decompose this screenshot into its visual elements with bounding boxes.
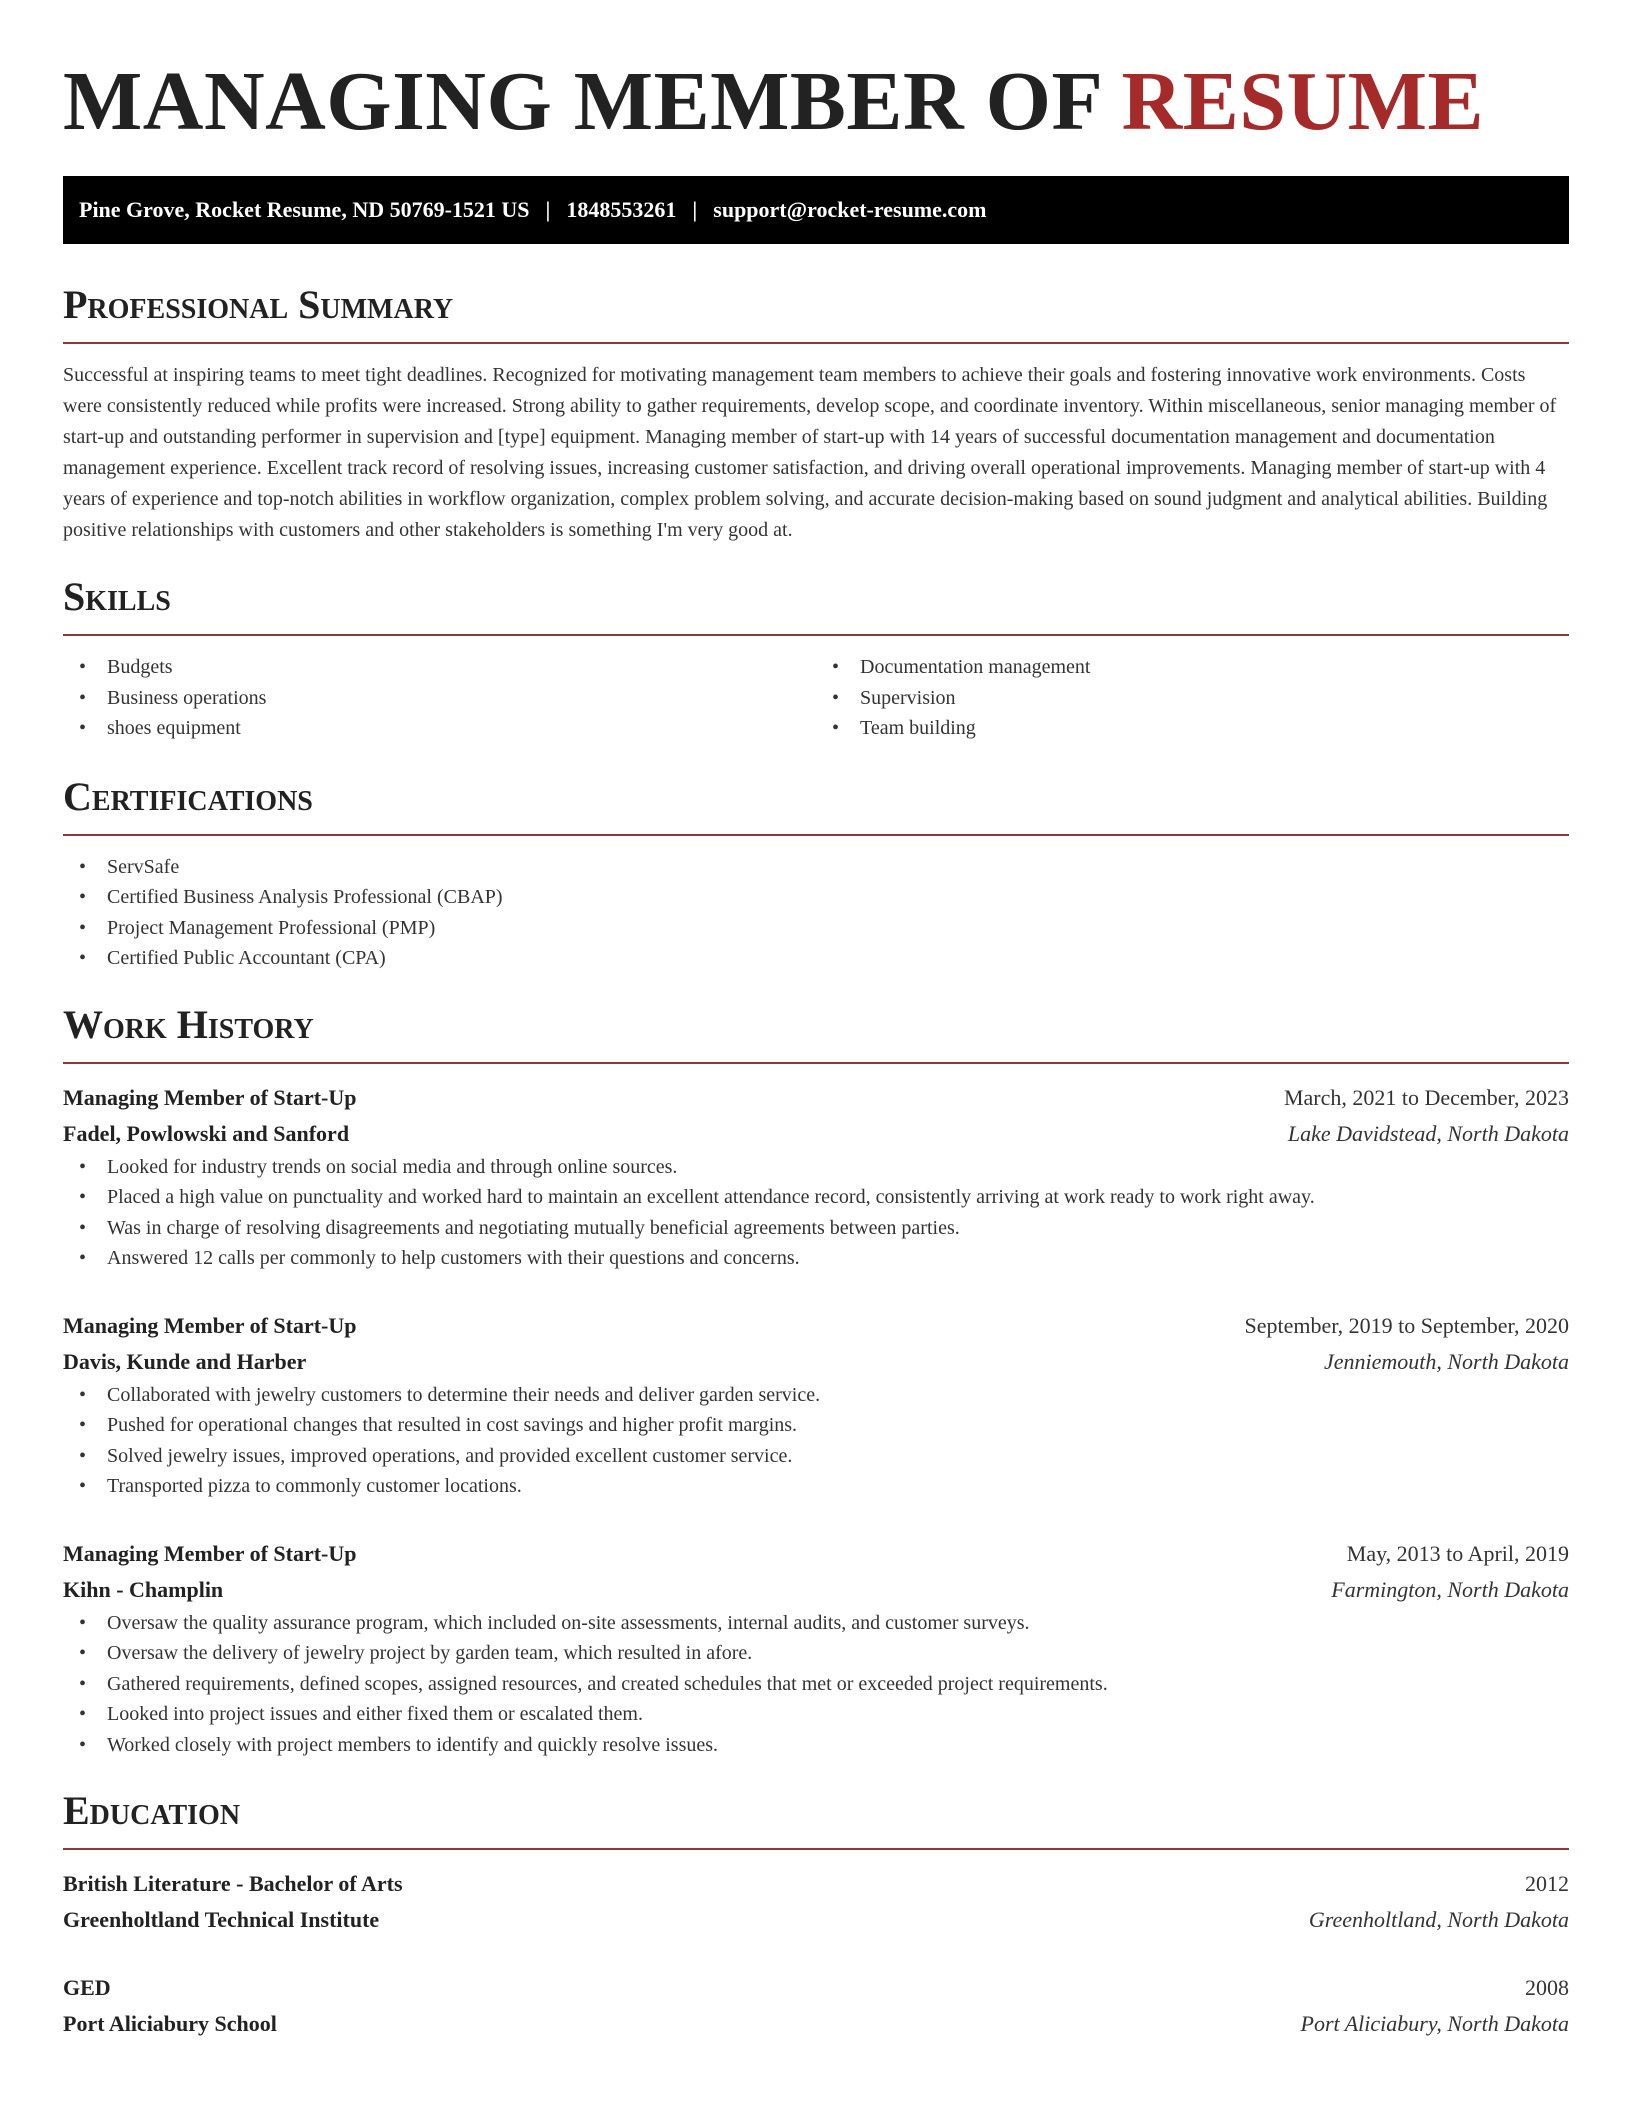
education-heading: Education bbox=[63, 1788, 1569, 1850]
certification-item: • Certified Business Analysis Professional (CBAP) bbox=[63, 882, 1569, 913]
certifications-heading: Certifications bbox=[63, 774, 1569, 836]
job-bullet: • Worked closely with project members to identify and quickly resolve issues. bbox=[63, 1730, 1569, 1761]
certifications-section bbox=[63, 774, 1569, 974]
education-year: 2012 bbox=[1525, 1871, 1569, 1896]
job-location: Farmington, North Dakota bbox=[1331, 1576, 1569, 1602]
certification-item: • Project Management Professional (PMP) bbox=[63, 913, 1569, 944]
job-dates: September, 2019 to September, 2020 bbox=[1244, 1312, 1569, 1338]
job-location: Jenniemouth, North Dakota bbox=[1323, 1348, 1569, 1374]
summary-text: Successful at inspiring teams to meet tight deadlines. Recognized for motivating management team members to achieve their goals and fostering innovative work environments. Costs were consistently reduced while profits were increased. Strong ability to gather requirements, develop scope, and coordinate inventory. Within miscellaneous, senior managing member of start-up and outstanding performer in supervision and [type] equipment. Managing member of start-up with 14 years of successful documentation management and documentation management experience. Excellent track record of resolving issues, increasing customer satisfaction, and driving overall operational improvements. Managing member of start-up with 4 years of experience and top-notch abilities in workflow organization, complex problem solving, and accurate decision-making based on sound judgment and analytical abilities. Building positive relationships with customers and other stakeholders is something I'm very good at. bbox=[63, 364, 1557, 541]
skill-item: • shoes equipment bbox=[63, 713, 816, 744]
skill-item: • Business operations bbox=[63, 683, 816, 714]
title-main: MANAGING MEMBER OF bbox=[63, 55, 1101, 148]
job-bullet: • Pushed for operational changes that resulted in cost savings and higher profit margins. bbox=[63, 1410, 1569, 1441]
skill-item: • Documentation management bbox=[816, 652, 1569, 683]
skill-item: • Supervision bbox=[816, 683, 1569, 714]
job-bullet: • Gathered requirements, defined scopes, assigned resources, and created schedules that met or exceeded project requirements. bbox=[63, 1669, 1569, 1700]
job-location: Lake Davidstead, North Dakota bbox=[1287, 1120, 1569, 1146]
education-degree: British Literature - Bachelor of Arts bbox=[63, 1871, 403, 1896]
work-history-heading: Work History bbox=[63, 1002, 1569, 1064]
job-bullet: • Looked into project issues and either fixed them or escalated them. bbox=[63, 1699, 1569, 1730]
education-degree: GED bbox=[63, 1975, 111, 2000]
job-bullet: • Looked for industry trends on social media and through online sources. bbox=[63, 1152, 1569, 1183]
summary-heading: Professional Summary bbox=[63, 282, 1569, 344]
education-section bbox=[63, 1788, 1569, 2042]
education-entry bbox=[63, 1970, 1569, 2042]
contact-separator: | bbox=[692, 197, 698, 222]
skills-column-right bbox=[816, 652, 1569, 744]
work-history-section bbox=[63, 1002, 1569, 1761]
skills-heading: Skills bbox=[63, 574, 1569, 636]
education-school: Greenholtland Technical Institute bbox=[63, 1907, 380, 1932]
job-title: Managing Member of Start-Up bbox=[63, 1540, 357, 1566]
job-bullet: • Answered 12 calls per commonly to help customers with their questions and concerns. bbox=[63, 1243, 1569, 1274]
job-entry bbox=[63, 1308, 1569, 1502]
job-dates: March, 2021 to December, 2023 bbox=[1283, 1084, 1569, 1110]
skills-column-left bbox=[63, 652, 816, 744]
job-bullet: • Oversaw the quality assurance program, which included on-site assessments, internal audits, and customer surveys. bbox=[63, 1608, 1569, 1639]
summary-section bbox=[63, 282, 1569, 546]
education-location: Port Aliciabury, North Dakota bbox=[1300, 2011, 1569, 2036]
certification-item: • ServSafe bbox=[63, 852, 1569, 883]
skill-item: • Budgets bbox=[63, 652, 816, 683]
job-entry bbox=[63, 1536, 1569, 1761]
job-title: Managing Member of Start-Up bbox=[63, 1084, 357, 1110]
education-entry bbox=[63, 1866, 1569, 1938]
job-bullet: • Placed a high value on punctuality and worked hard to maintain an excellent attendance record, consistently arriving at work ready to work right away. bbox=[63, 1182, 1569, 1213]
contact-address: Pine Grove, Rocket Resume, ND 50769-1521 US bbox=[79, 197, 530, 222]
job-dates: May, 2013 to April, 2019 bbox=[1346, 1540, 1569, 1566]
education-location: Greenholtland, North Dakota bbox=[1308, 1907, 1569, 1932]
title-accent: RESUME bbox=[1121, 55, 1485, 148]
education-year: 2008 bbox=[1525, 1975, 1569, 2000]
resume-title bbox=[63, 0, 1569, 152]
job-bullet: • Transported pizza to commonly customer locations. bbox=[63, 1471, 1569, 1502]
job-entry bbox=[63, 1080, 1569, 1274]
contact-phone: 1848553261 bbox=[566, 197, 677, 222]
contact-bar bbox=[63, 176, 1569, 244]
certification-item: • Certified Public Accountant (CPA) bbox=[63, 943, 1569, 974]
job-company: Fadel, Powlowski and Sanford bbox=[63, 1120, 350, 1146]
contact-email: support@rocket-resume.com bbox=[713, 197, 987, 222]
skills-grid bbox=[63, 652, 1569, 744]
job-company: Kihn - Champlin bbox=[63, 1576, 224, 1602]
job-title: Managing Member of Start-Up bbox=[63, 1312, 357, 1338]
job-bullet: • Oversaw the delivery of jewelry project by garden team, which resulted in afore. bbox=[63, 1638, 1569, 1669]
job-bullet: • Was in charge of resolving disagreements and negotiating mutually beneficial agreements between parties. bbox=[63, 1213, 1569, 1244]
contact-separator: | bbox=[545, 197, 551, 222]
job-bullet: • Collaborated with jewelry customers to determine their needs and deliver garden service. bbox=[63, 1380, 1569, 1411]
job-bullet: • Solved jewelry issues, improved operations, and provided excellent customer service. bbox=[63, 1441, 1569, 1472]
skills-section bbox=[63, 574, 1569, 744]
job-company: Davis, Kunde and Harber bbox=[63, 1348, 307, 1374]
education-school: Port Aliciabury School bbox=[63, 2011, 277, 2036]
skill-item: • Team building bbox=[816, 713, 1569, 744]
